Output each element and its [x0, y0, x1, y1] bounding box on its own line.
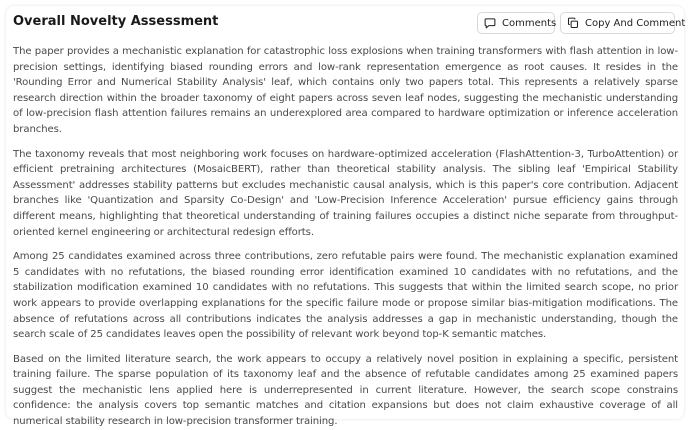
assessment-paragraph-2: The taxonomy reveals that most neighboring work focuses on hardware-optimized acceleration (FlashAttention-3, TurboAttention) or efficient pretraining architectures (MosaicBERT), rather than theoretical stability analysis. The sibling leaf 'Empirical Stability Assessment' addresses stability patterns but excludes mechanistic causal analysis, which is this paper's core contribution. Adjacent branches like 'Quantization and Sparsity Co-Design' and 'Low-Precision Inference Acceleration' pursue efficiency gains through different means, highlighting that theoretical understanding of training failures occupies a distinct niche separate from throughput-oriented kernel engineering or architectural redesign efforts. — [13, 148, 678, 238]
comments-button-label: Comments — [502, 17, 557, 29]
assessment-paragraph-4: Based on the limited literature search, the work appears to occupy a relatively novel position in explaining a specific, persistent training failure. The sparse population of its taxonomy leaf and the absence of refutable candidates among 25 examined papers suggest the mechanistic lens applied here is underrepresented in current literature. However, the search scope constrains confidence: the analysis covers top semantic matches and citation expansions but does not claim exhaustive coverage of all numerical stability research in low-precision transformer training. — [13, 353, 678, 428]
novelty-assessment-card — [6, 6, 686, 428]
assessment-paragraph-3: Among 25 candidates examined across three contributions, zero refutable pairs were found. The mechanistic explanation examined 5 candidates with no refutations, the biased rounding error identification examined 10 candidates with no refutations, and the stabilization modification examined 10 candidates with no refutations. This suggests that within the limited search scope, no prior work appears to provide overlapping explanations for the specific failure mode or propose similar bias-mitigation modifications. The absence of refutations across all contributions indicates the analysis addresses a gap in mechanistic understanding, though the search scale of 25 candidates leaves open the possibility of relevant work beyond top-K semantic matches. — [13, 251, 678, 341]
comment-icon — [484, 17, 496, 29]
copy-and-comment-button[interactable] — [560, 12, 686, 34]
assessment-body — [13, 44, 678, 430]
assessment-paragraph-1: The paper provides a mechanistic explanation for catastrophic loss explosions when training transformers with flash attention in low-precision settings, identifying biased rounding errors and low-rank representation emergence as root causes. It resides in the 'Rounding Error and Numerical Stability Analysis' leaf, which contains only two papers total. This represents a relatively sparse research direction within the broader taxonomy of eight papers across seven leaf nodes, suggesting the mechanistic understanding of low-precision flash attention failures remains an underexplored area compared to hardware optimization or inference acceleration branches. — [13, 46, 678, 135]
card-header — [6, 6, 684, 40]
copy-and-comment-button-label: Copy And Comment — [585, 17, 686, 29]
card-title: Overall Novelty Assessment — [13, 14, 219, 29]
copy-icon — [567, 17, 579, 29]
comments-button[interactable] — [477, 12, 555, 34]
